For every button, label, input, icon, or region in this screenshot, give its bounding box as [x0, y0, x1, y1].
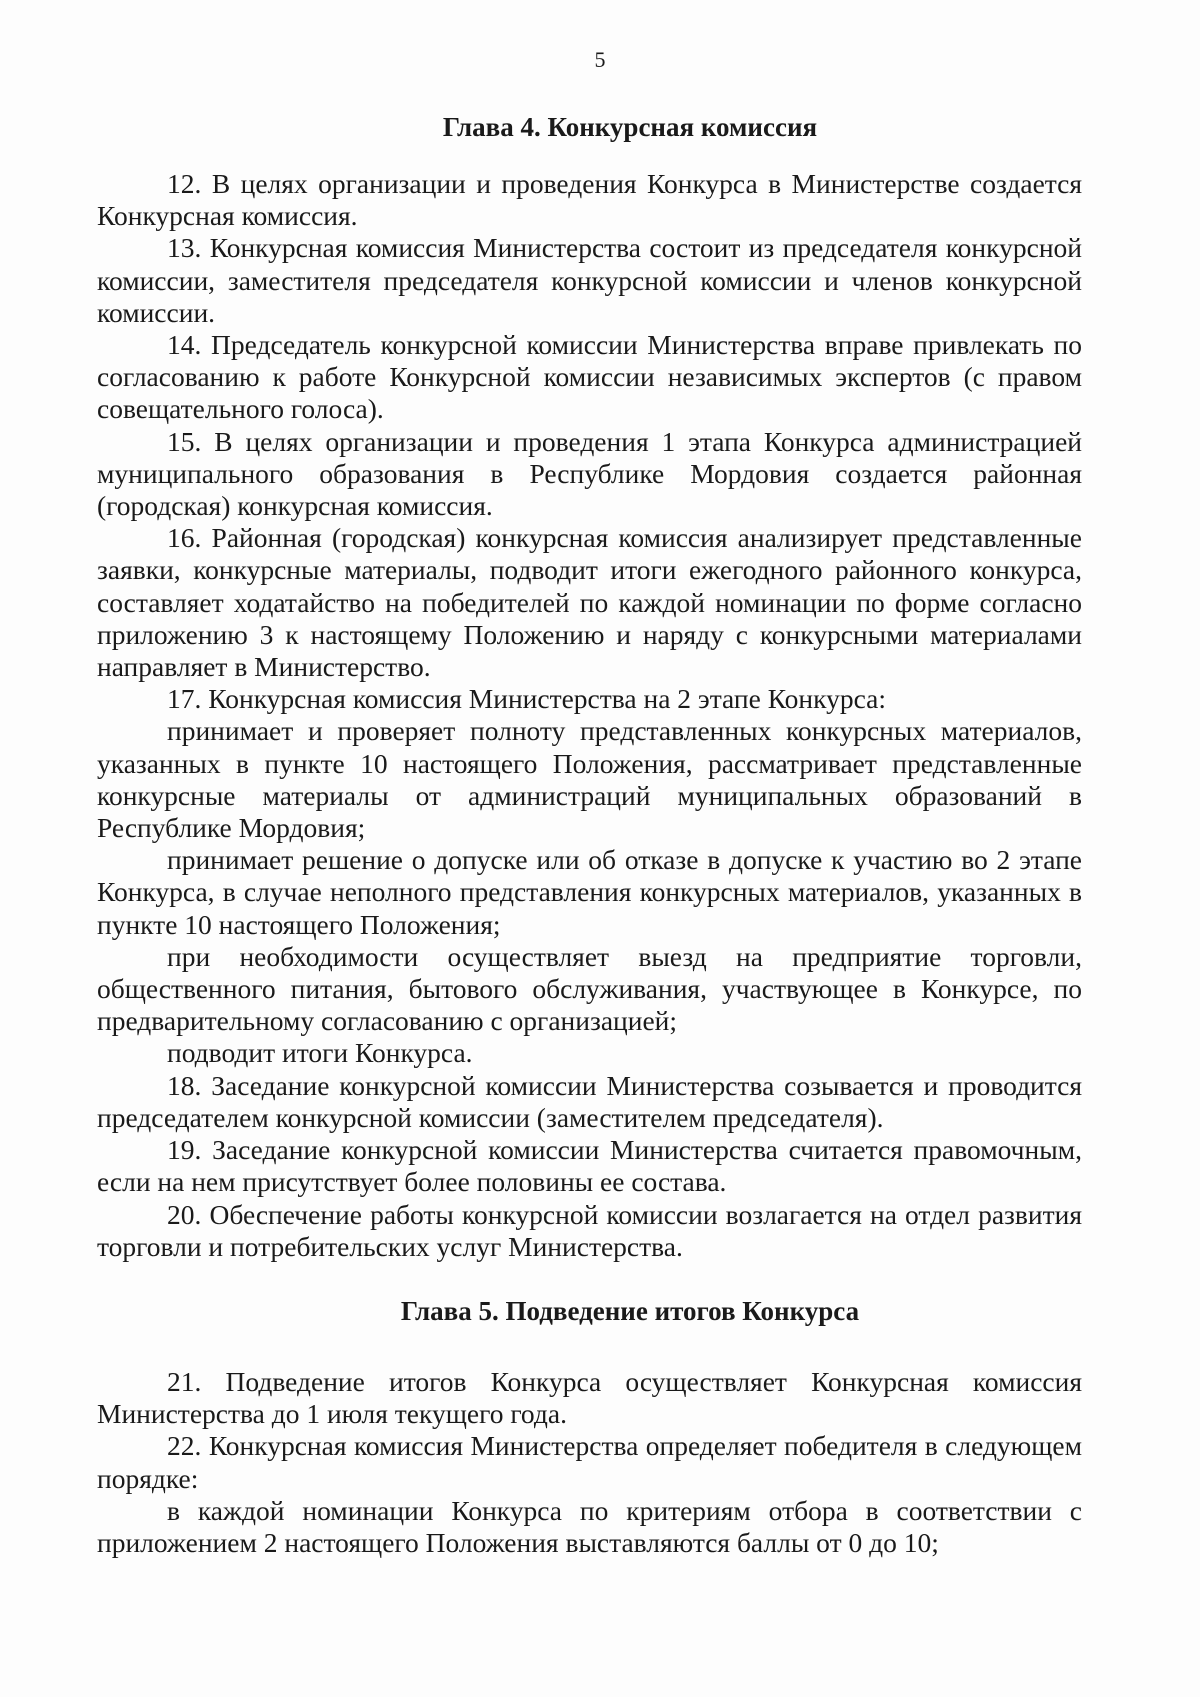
paragraph-17-item-2: принимает решение о допуске или об отказе в допуске к участию во 2 этапе Конкурса, в случае неполного представления конкурсных материалов, указанных в пункте 10 настоящего Положения; [97, 844, 1082, 940]
paragraph-14: 14. Председатель конкурсной комиссии Министерства вправе привлекать по согласованию к работе Конкурсной комиссии независимых экспертов (с правом совещательного голоса). [97, 329, 1082, 425]
paragraph-20: 20. Обеспечение работы конкурсной комиссии возлагается на отдел развития торговли и потребительских услуг Министерства. [97, 1198, 1082, 1262]
paragraph-21: 21. Подведение итогов Конкурса осуществляет Конкурсная комиссия Министерства до 1 июля текущего года. [97, 1366, 1082, 1430]
paragraph-12: 12. В целях организации и проведения Конкурса в Министерстве создается Конкурсная комиссия. [97, 168, 1082, 232]
chapter-5-body [97, 1366, 1082, 1559]
chapter-4-title: Глава 4. Конкурсная комиссия [442, 112, 818, 142]
paragraph-19: 19. Заседание конкурсной комиссии Министерства считается правомочным, если на нем присутствует более половины ее состава. [97, 1134, 1082, 1198]
paragraph-22: 22. Конкурсная комиссия Министерства определяет победителя в следующем порядке: [97, 1430, 1082, 1494]
paragraph-17-item-4: подводит итоги Конкурса. [167, 1037, 473, 1069]
page-number: 5 [594, 47, 606, 72]
paragraph-22-item-1: в каждой номинации Конкурса по критериям отбора в соответствии с приложением 2 настоящего Положения выставляются баллы от 0 до 10; [97, 1494, 1082, 1559]
paragraph-17: 17. Конкурсная комиссия Министерства на 2 этапе Конкурса: [167, 683, 887, 715]
paragraph-15: 15. В целях организации и проведения 1 этапа Конкурса администрацией муниципального образования в Республике Мордовия создается районная (городская) конкурсная комиссия. [97, 425, 1082, 522]
paragraph-16: 16. Районная (городская) конкурсная комиссия анализирует представленные заявки, конкурсные материалы, подводит итоги ежегодного районного конкурса, составляет ходатайство на победителей по каждой номинации по форме согласно приложению 3 к настоящему Положению и наряду с конкурсными материалами направляет в Министерство. [97, 522, 1082, 683]
chapter-4-body [97, 168, 1082, 1263]
chapter-5-title: Глава 5. Подведение итогов Конкурса [400, 1296, 860, 1326]
paragraph-17-item-1: принимает и проверяет полноту представленных конкурсных материалов, указанных в пункте 10 настоящего Положения, рассматривает представленные конкурсные материалы от администраций муниципальных образований в Республике Мордовия; [97, 715, 1082, 844]
paragraph-13: 13. Конкурсная комиссия Министерства состоит из председателя конкурсной комиссии, заместителя председателя конкурсной комиссии и членов конкурсной комиссии. [97, 232, 1082, 328]
paragraph-17-item-3: при необходимости осуществляет выезд на предприятие торговли, общественного питания, бытового обслуживания, участвующее в Конкурсе, по предварительному согласованию с организацией; [97, 940, 1082, 1037]
paragraph-18: 18. Заседание конкурсной комиссии Министерства созывается и проводится председателем конкурсной комиссии (заместителем председателя). [97, 1069, 1082, 1133]
